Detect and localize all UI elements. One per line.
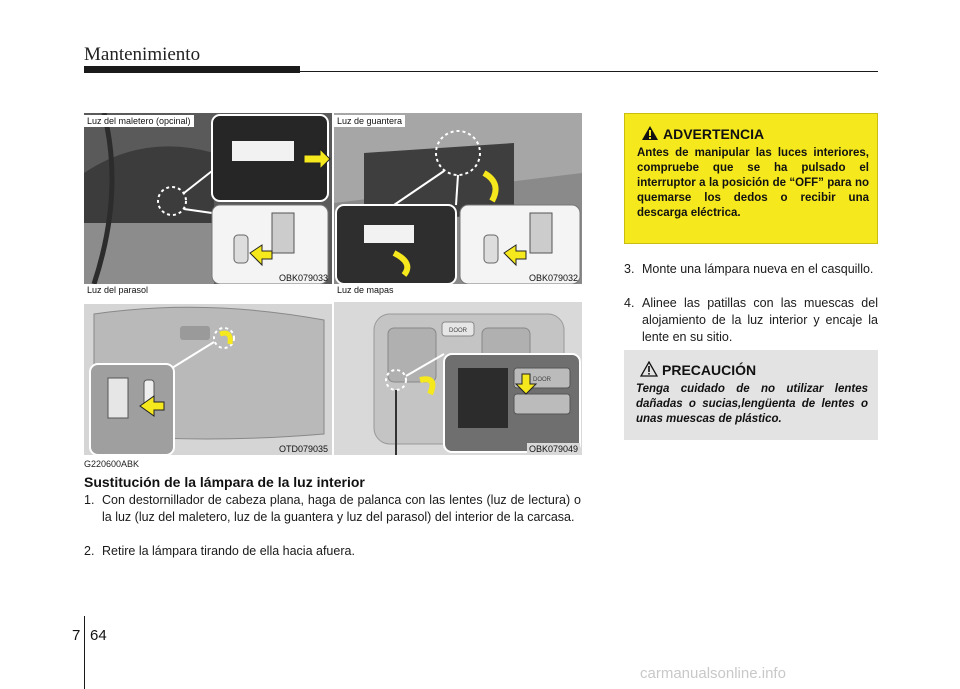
photo-caption: Luz de mapas [334, 284, 397, 296]
door-button-label: DOOR [449, 328, 467, 334]
glovebox-light-illustration [334, 113, 582, 284]
step-number: 1. [84, 493, 95, 507]
photo-code: OBK079033 [278, 273, 328, 283]
step-text: Retire la lámpara tirando de ella hacia afuera. [102, 544, 355, 558]
page-number: 64 [90, 627, 107, 644]
photo-code: OBK079032 [528, 273, 578, 283]
photo-code: OBK079049 [528, 444, 578, 454]
step-number: 4. [624, 296, 635, 310]
photo-glovebox-light [334, 113, 582, 284]
photo-code: OTD079035 [278, 444, 328, 454]
photo-caption: Luz del parasol [84, 284, 151, 296]
caution-box [624, 350, 878, 440]
caution-icon [640, 361, 658, 377]
step-4 [624, 295, 878, 346]
header-rule [300, 71, 878, 72]
reference-code: G220600ABK [84, 459, 140, 469]
warning-title: ADVERTENCIA [663, 126, 765, 142]
chapter-number: 7 [72, 627, 81, 644]
warning-text: Antes de manipular las luces interiores, compruebe que se ha pulsado el interruptor a la posición de “OFF” para no quemarse los dedos o recibir una descarga eléctrica. [637, 147, 869, 219]
trunk-light-illustration [84, 113, 332, 284]
step-2 [84, 543, 581, 560]
header-title: Mantenimiento [84, 44, 201, 65]
step-3 [624, 261, 878, 278]
photo-map-light [334, 284, 582, 455]
map-light-illustration [334, 284, 582, 455]
photo-visor-light [84, 284, 332, 455]
step-number: 3. [624, 262, 635, 276]
photo-caption: Luz de guantera [334, 115, 405, 127]
header-bar [84, 66, 300, 73]
footer-divider [84, 616, 85, 689]
section-title: Sustitución de la lámpara de la luz interior [84, 474, 365, 490]
step-1 [84, 492, 581, 526]
door-button-label-zoom: DOOR [533, 377, 551, 383]
watermark: carmanualsonline.info [640, 665, 786, 682]
photo-trunk-light [84, 113, 332, 284]
caution-text: Tenga cuidado de no utilizar lentes dañadas o sucias,lengüenta de lentes o unas muescas de plástico. [636, 383, 868, 425]
warning-icon [641, 125, 659, 141]
visor-light-illustration [84, 284, 332, 455]
step-number: 2. [84, 544, 95, 558]
step-text: Monte una lámpara nueva en el casquillo. [642, 262, 874, 276]
warning-box [624, 113, 878, 244]
step-text: Con destornillador de cabeza plana, haga de palanca con las lentes (luz de lectura) o la luz (luz del maletero, luz de la guantera y luz del parasol) del interior de la carcasa. [102, 493, 581, 524]
photo-caption: Luz del maletero (opcinal) [84, 115, 194, 127]
step-text: Alinee las patillas con las muescas del alojamiento de la luz interior y encaje la lente en su sitio. [642, 296, 878, 344]
caution-title: PRECAUCIÓN [662, 362, 757, 378]
